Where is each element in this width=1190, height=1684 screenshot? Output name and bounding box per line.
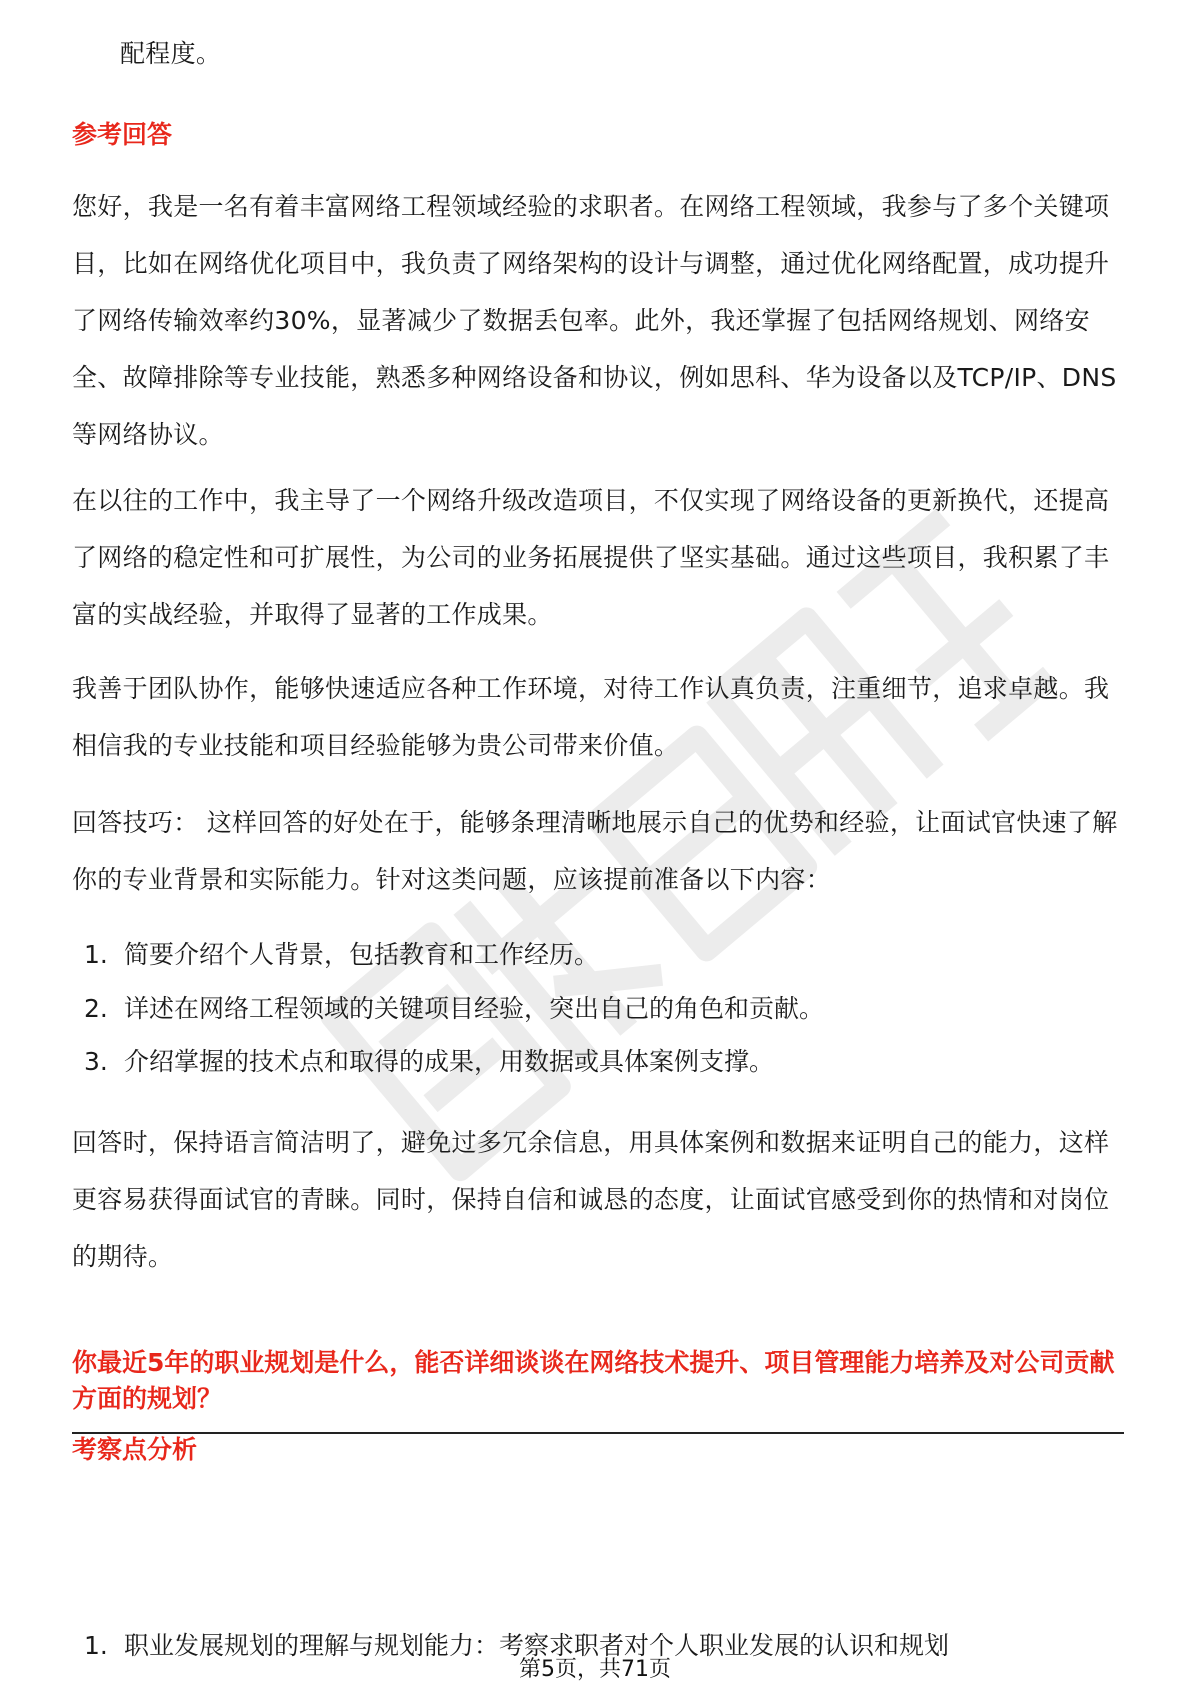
list-text: 职业发展规划的理解与规划能力：考察求职者对个人职业发展的认识和规划	[124, 1631, 950, 1660]
answer-paragraph-1: 您好，我是一名有着丰富网络工程领域经验的求职者。在网络工程领域，我参与了多个关键项目，比如在网络优化项目中，我负责了网络架构的设计与调整，通过优化网络配置，成功提升了网络传输效率约30%，显著减少了数据丢包率。此外，我还掌握了包括网络规划、网络安全、故障排除等专业技能，熟悉多种网络设备和协议，例如思科、华为设备以及TCP/IP、DNS等网络协议。	[72, 192, 1117, 449]
list-text: 介绍掌握的技术点和取得的成果，用数据或具体案例支撑。	[124, 1047, 775, 1076]
list-text: 简要介绍个人背景，包括教育和工作经历。	[124, 940, 600, 969]
tips-paragraph: 回答技巧： 这样回答的好处在于，能够条理清晰地展示自己的优势和经验，让面试官快速了解你的专业背景和实际能力。针对这类问题，应该提前准备以下内容：	[72, 808, 1118, 894]
answer-heading: 参考回答	[72, 120, 173, 149]
list-text: 详述在网络工程领域的关键项目经验，突出自己的角色和贡献。	[124, 994, 825, 1023]
next-question: 你最近5年的职业规划是什么，能否详细谈谈在网络技术提升、项目管理能力培养及对公司贡献方面的规划？	[72, 1348, 1115, 1413]
previous-text-tail: 配程度。	[120, 39, 222, 68]
tips-list-item	[84, 989, 1114, 1029]
closing-paragraph: 回答时，保持语言简洁明了，避免过多冗余信息，用具体案例和数据来证明自己的能力，这样更容易获得面试官的青睐。同时，保持自信和诚恳的态度，让面试官感受到你的热情和对岗位的期待。	[72, 1128, 1110, 1271]
list-number: 3.	[84, 1047, 108, 1076]
list-number: 1.	[84, 1631, 108, 1660]
analysis-heading: 考察点分析	[72, 1435, 198, 1464]
list-number: 2.	[84, 994, 108, 1023]
tips-list-item	[84, 1042, 1114, 1082]
section-divider	[72, 1432, 1124, 1434]
page-number-footer: 第5页，共71页	[519, 1657, 671, 1682]
answer-paragraph-2: 在以往的工作中，我主导了一个网络升级改造项目，不仅实现了网络设备的更新换代，还提高了网络的稳定性和可扩展性，为公司的业务拓展提供了坚实基础。通过这些项目，我积累了丰富的实战经验，并取得了显著的工作成果。	[72, 486, 1110, 629]
answer-paragraph-3: 我善于团队协作，能够快速适应各种工作环境，对待工作认真负责，注重细节，追求卓越。我相信我的专业技能和项目经验能够为贵公司带来价值。	[72, 674, 1110, 760]
tips-list-item	[84, 935, 1114, 975]
list-number: 1.	[84, 940, 108, 969]
